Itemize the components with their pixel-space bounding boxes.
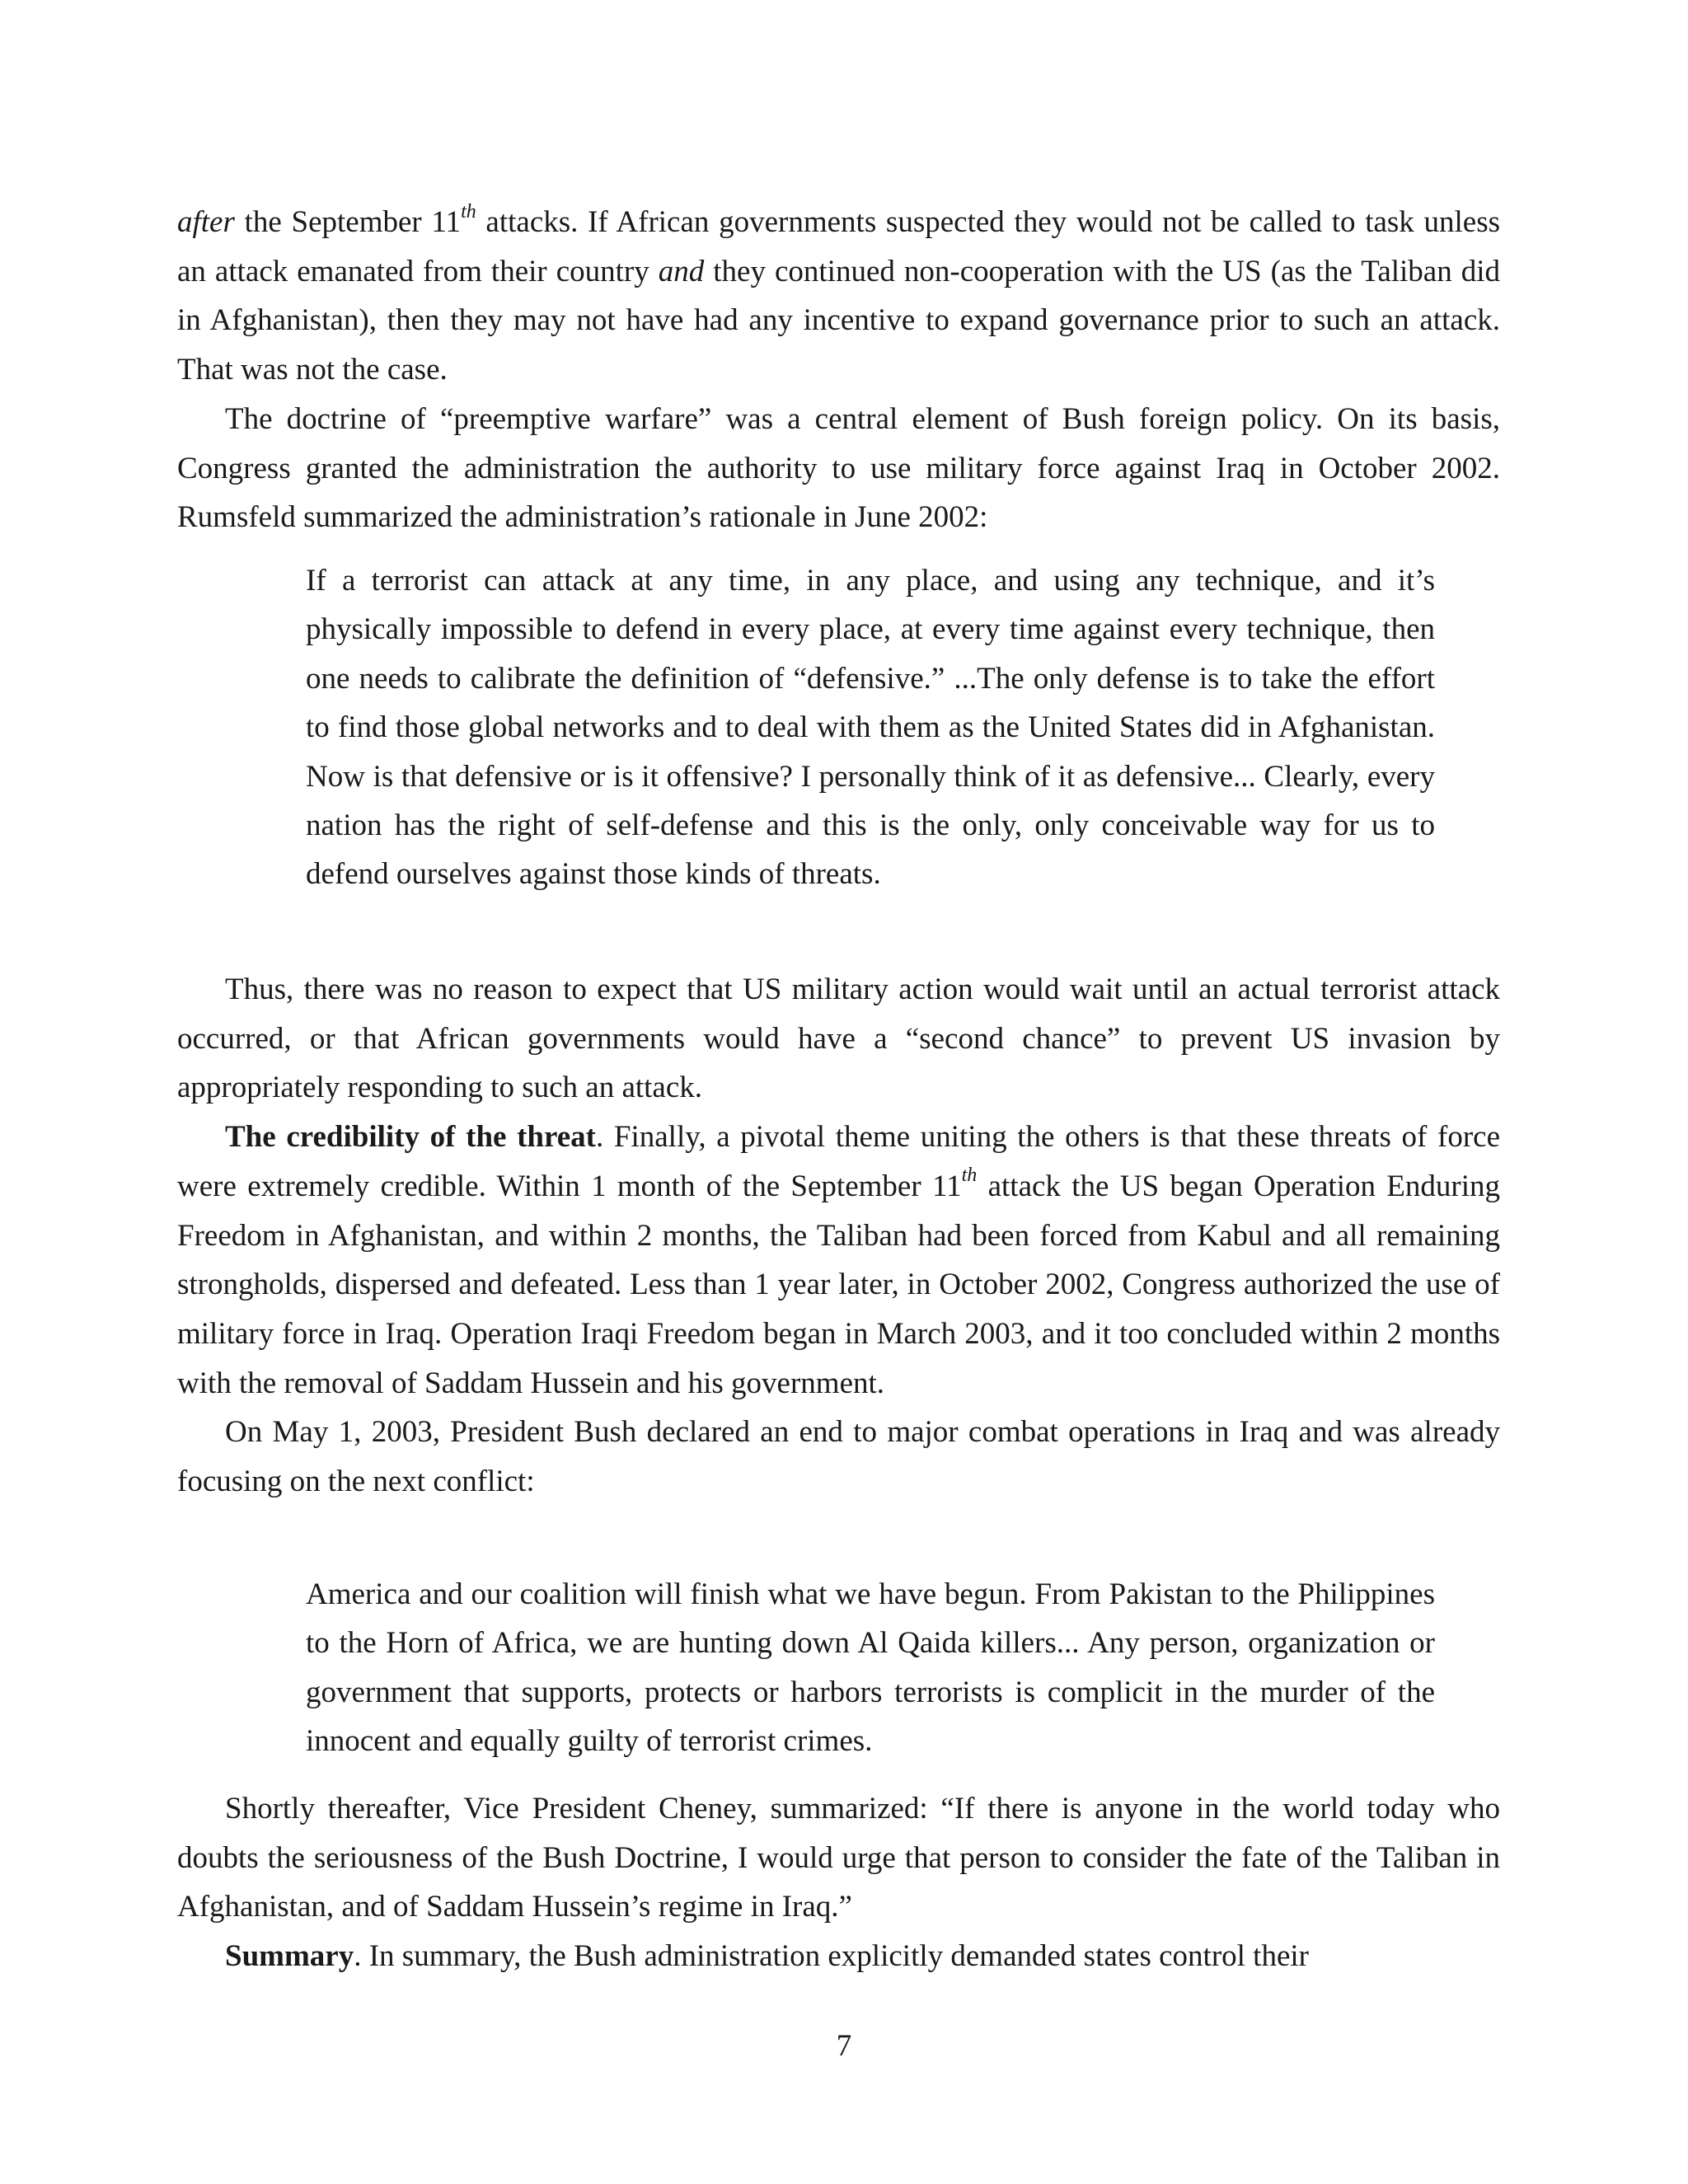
body-text-top	[177, 198, 1500, 542]
paragraph-4-text-a: . Finally, a pivotal theme uniting the others is that these threats of force were extremely credible. Within 1 month of the September 11	[177, 1120, 1500, 1203]
paragraph-1-text-b: attacks. If African governments suspected they would not be called to task unless an attack emanated from their country	[177, 205, 1500, 288]
body-text-middle	[177, 965, 1500, 1507]
quote-1-text: If a terrorist can attack at any time, in any place, and using any technique, and it’s physically impossible to defend in every place, at every time against every technique, then one needs to calibrate the definition of “defensive.” ...The only defense is to take the effort to find those global networks and to deal with them as the United States did in Afghanistan. Now is that defensive or is it offensive? I personally think of it as defensive... Clearly, every nation has the right of self-defense and this is the only, only conceivable way for us to defend ourselves against those kinds of threats.	[306, 564, 1435, 892]
superscript-th: th	[961, 1165, 978, 1187]
emphasis-after: after	[177, 205, 235, 239]
paragraph-7-text: . In summary, the Bush administration explicitly demanded states control their	[354, 1939, 1309, 1974]
superscript-th: th	[461, 200, 476, 223]
paragraph-3: Thus, there was no reason to expect that US military action would wait until an actual terrorist attack occurred, or that African governments would have a “second chance” to prevent US invasion by appropriately responding to such an attack.	[177, 972, 1500, 1105]
body-text-bottom	[177, 1784, 1500, 1981]
paragraph-1	[177, 198, 1500, 395]
block-quote-rumsfeld	[306, 556, 1435, 899]
block-quote-bush	[306, 1570, 1435, 1766]
paragraph-7	[177, 1932, 1500, 1981]
paragraph-2: The doctrine of “preemptive warfare” was a central element of Bush foreign policy. On its basis, Congress granted the administration the authority to use military force against Iraq in October 2002. Rumsfeld summarized the administration’s rationale in June 2002:	[177, 401, 1500, 535]
paragraph-6: Shortly thereafter, Vice President Cheney, summarized: “If there is anyone in the world today who doubts the seriousness of the Bush Doctrine, I would urge that person to consider the fate of the Taliban in Afghanistan, and of Saddam Hussein’s regime in Iraq.”	[177, 1792, 1500, 1924]
paragraph-1-text-a: the September 11	[234, 205, 462, 239]
paragraph-1-text-c: they continued non-cooperation with the US (as the Taliban did in Afghanistan), then they may not have had any incentive to expand governance prior to such an attack. That was not the case.	[177, 254, 1501, 387]
paragraph-4	[177, 1113, 1500, 1408]
quote-2-text: America and our coalition will finish what we have begun. From Pakistan to the Philippines to the Horn of Africa, we are hunting down Al Qaida killers... Any person, organization or government that supports, protects or harbors terrorists is complicit in the murder of the innocent and equally guilty of terrorist crimes.	[306, 1577, 1435, 1759]
heading-credibility: The credibility of the threat	[225, 1120, 596, 1155]
page-number: 7	[836, 2029, 852, 2063]
paragraph-5: On May 1, 2003, President Bush declared an end to major combat operations in Iraq and was already focusing on the next conflict:	[177, 1415, 1500, 1499]
paragraph-4-text-b: attack the US began Operation Enduring Freedom in Afghanistan, and within 2 months, the Taliban had been forced from Kabul and all remaining strongholds, dispersed and defeated. Less than 1 year later, in October 2002, Congress authorized the use of military force in Iraq. Operation Iraqi Freedom began in March 2003, and it too concluded within 2 months with the removal of Saddam Hussein and his government.	[177, 1169, 1500, 1400]
heading-summary: Summary	[225, 1939, 354, 1974]
emphasis-and: and	[658, 254, 705, 288]
